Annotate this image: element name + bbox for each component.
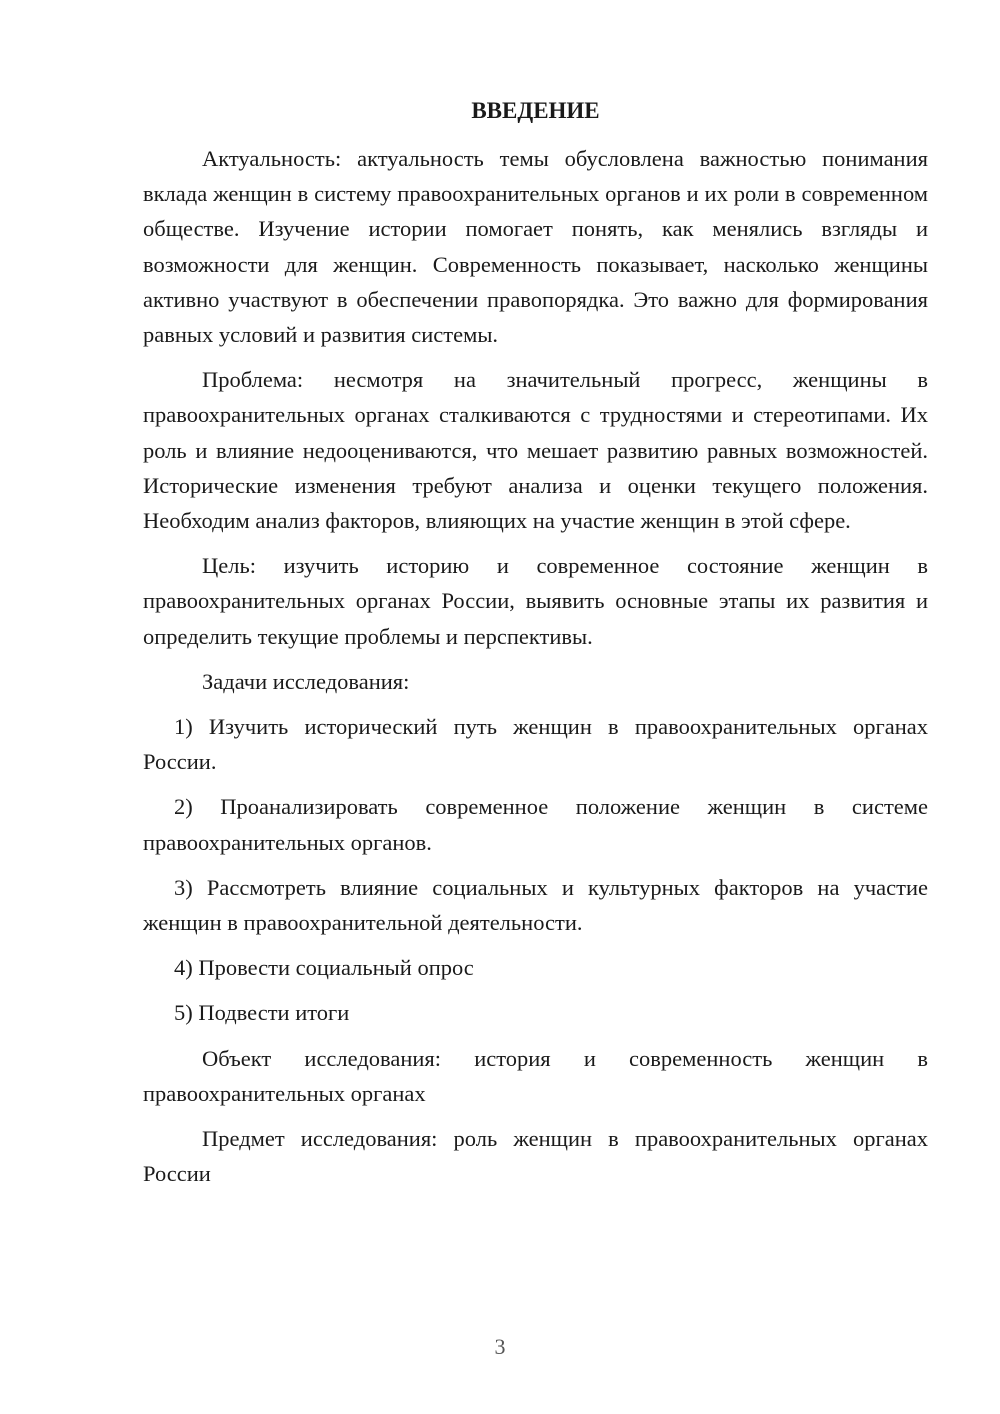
task-item-4: 4) Провести социальный опрос xyxy=(174,955,474,981)
problem-paragraph: Проблема: несмотря на значительный прогресс, женщины в правоохранительных органах сталкиваются с трудностями и стереотипами. Их роль и влияние недооцениваются, что мешает развитию равных возможностей. Исторические изменения требуют анализа и оценки текущего положения. Необходим анализ факторов, влияющих на участие женщин в этой сфере. xyxy=(143,367,928,534)
task-item-5: 5) Подвести итоги xyxy=(174,1000,350,1026)
subject-paragraph: Предмет исследования: роль женщин в правоохранительных органах России xyxy=(143,1126,928,1187)
page-number: 3 xyxy=(494,1334,506,1359)
goal-paragraph: Цель: изучить историю и современное состояние женщин в правоохранительных органах России, выявить основные этапы их развития и определить текущие проблемы и перспективы. xyxy=(143,553,928,649)
section-heading: ВВЕДЕНИЕ xyxy=(471,98,600,123)
tasks-heading: Задачи исследования: xyxy=(202,668,410,694)
document-page xyxy=(143,96,928,1201)
task-item-3: 3) Рассмотреть влияние социальных и культурных факторов на участие женщин в правоохранительной деятельности. xyxy=(143,874,928,936)
object-paragraph: Объект исследования: история и современность женщин в правоохранительных органах xyxy=(143,1045,928,1106)
tasks-list xyxy=(143,709,928,1031)
task-item-1: 1) Изучить исторический путь женщин в правоохранительных органах России. xyxy=(143,714,928,775)
relevance-paragraph: Актуальность: актуальность темы обусловлена важностью понимания вклада женщин в систему правоохранительных органов и их роли в современном обществе. Изучение истории помогает понять, как менялись взгляды и возможности для женщин. Современность показывает, насколько женщины активно участвуют в обеспечении правопорядка. Это важно для формирования равных условий и развития системы. xyxy=(143,146,928,348)
task-item-2: 2) Проанализировать современное положение женщин в системе правоохранительных органов. xyxy=(143,794,928,855)
